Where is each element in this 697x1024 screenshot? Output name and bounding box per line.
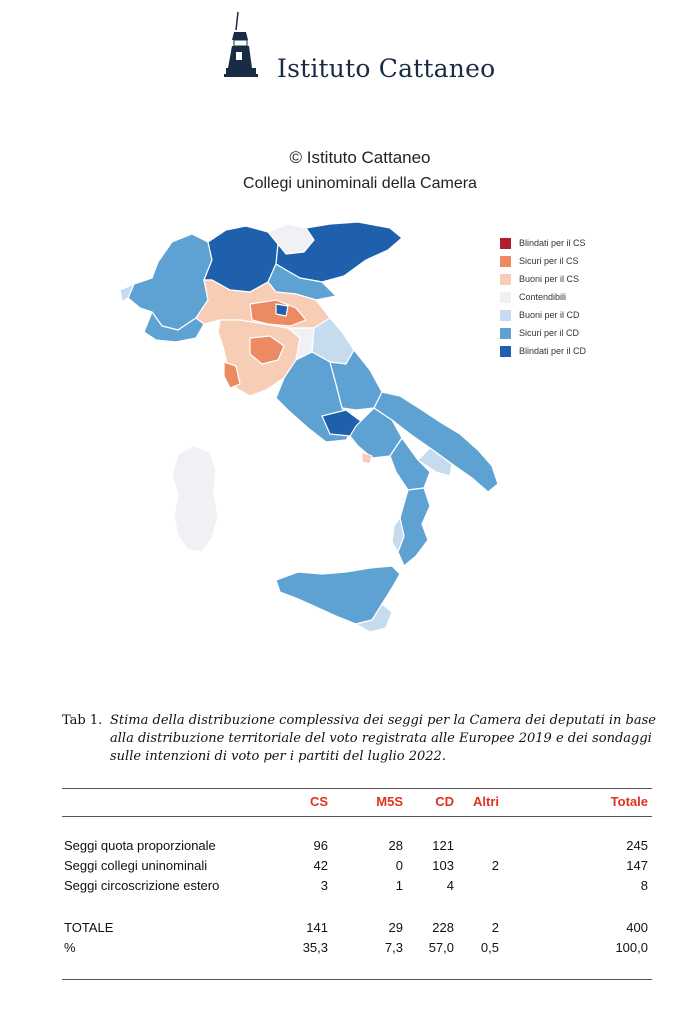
table-top-rule bbox=[62, 788, 652, 789]
column-header: CS bbox=[309, 794, 328, 809]
legend-label: Blindati per il CS bbox=[519, 238, 586, 248]
table-cell: 228 bbox=[432, 920, 454, 935]
table-cell: 42 bbox=[313, 858, 328, 873]
table-header-rule bbox=[62, 816, 652, 817]
tower-icon bbox=[224, 10, 270, 82]
row-label: Seggi quota proporzionale bbox=[64, 838, 216, 853]
legend-label: Contendibili bbox=[519, 292, 567, 302]
table-cell: 400 bbox=[626, 920, 648, 935]
table-cell: 147 bbox=[626, 858, 648, 873]
legend-item bbox=[500, 252, 630, 270]
legend-label: Buoni per il CD bbox=[519, 310, 580, 320]
table-cell: 121 bbox=[432, 838, 454, 853]
legend-label: Sicuri per il CD bbox=[519, 328, 580, 338]
table-cell: 103 bbox=[432, 858, 454, 873]
region-emilia-dark bbox=[276, 304, 288, 316]
legend-label: Buoni per il CS bbox=[519, 274, 580, 284]
legend-swatch bbox=[500, 256, 511, 267]
row-label: TOTALE bbox=[64, 920, 114, 935]
table-cell: 0,5 bbox=[480, 940, 499, 955]
region-sardegna bbox=[172, 446, 218, 552]
legend-swatch bbox=[500, 274, 511, 285]
table-cell: 2 bbox=[491, 858, 499, 873]
table-cell: 7,3 bbox=[384, 940, 403, 955]
legend-swatch bbox=[500, 328, 511, 339]
table-cell: 96 bbox=[313, 838, 328, 853]
column-header: CD bbox=[435, 794, 454, 809]
legend-item bbox=[500, 234, 630, 252]
legend-swatch bbox=[500, 346, 511, 357]
map-legend bbox=[500, 234, 630, 360]
legend-swatch bbox=[500, 310, 511, 321]
table-cell: 35,3 bbox=[302, 940, 328, 955]
map-subtitle: Collegi uninominali della Camera bbox=[243, 175, 477, 192]
table-bottom-rule bbox=[62, 979, 652, 980]
header bbox=[0, 0, 697, 100]
table-cell: 141 bbox=[306, 920, 328, 935]
table-cell: 3 bbox=[320, 878, 328, 893]
table-cell: 8 bbox=[640, 878, 648, 893]
region-calabria bbox=[398, 488, 430, 566]
table-cell: 2 bbox=[491, 920, 499, 935]
italy-map bbox=[100, 220, 500, 690]
brand-name: Istituto Cattaneo bbox=[277, 54, 496, 83]
legend-label: Sicuri per il CS bbox=[519, 256, 579, 266]
table-cell: 57,0 bbox=[428, 940, 454, 955]
table-cell: 0 bbox=[395, 858, 403, 873]
legend-item bbox=[500, 270, 630, 288]
table-cell: 28 bbox=[388, 838, 403, 853]
map-figure bbox=[100, 140, 620, 700]
map-copyright: © Istituto Cattaneo bbox=[289, 148, 431, 167]
legend-item bbox=[500, 324, 630, 342]
table-cell: 4 bbox=[446, 878, 454, 893]
legend-item bbox=[500, 288, 630, 306]
table-cell: 1 bbox=[395, 878, 403, 893]
column-header: M5S bbox=[376, 794, 403, 809]
legend-item bbox=[500, 306, 630, 324]
table-cell: 100,0 bbox=[615, 940, 648, 955]
row-label: % bbox=[64, 940, 76, 955]
legend-item bbox=[500, 342, 630, 360]
row-label: Seggi collegi uninominali bbox=[64, 858, 208, 873]
column-header: Altri bbox=[473, 794, 499, 809]
column-header: Totale bbox=[610, 794, 648, 809]
table-cell: 29 bbox=[388, 920, 403, 935]
legend-label: Blindati per il CD bbox=[519, 346, 587, 356]
legend-swatch bbox=[500, 238, 511, 249]
caption-label: Tab 1. bbox=[62, 713, 103, 728]
caption-text: Stima della distribuzione complessiva dei seggi per la Camera dei deputati in base alla distribuzione territoriale del voto registrata alle Europee 2019 e dei sondaggi sulle intenzioni di voto per i partiti del luglio 2022. bbox=[110, 713, 656, 764]
row-label: Seggi circoscrizione estero bbox=[64, 878, 220, 893]
table-cell: 245 bbox=[626, 838, 648, 853]
legend-swatch bbox=[500, 292, 511, 303]
